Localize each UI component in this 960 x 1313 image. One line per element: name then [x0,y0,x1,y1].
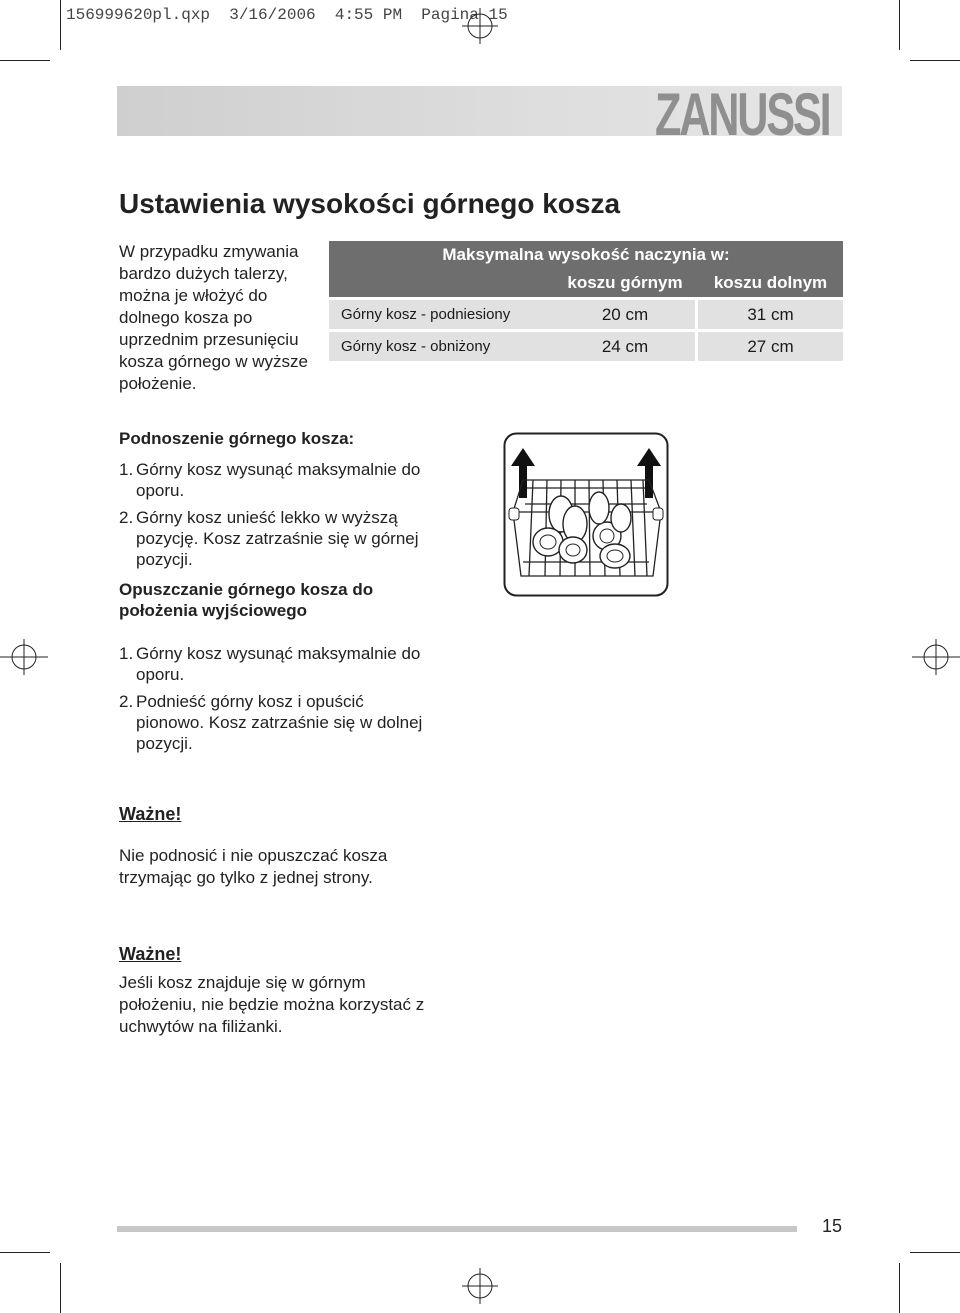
brand-logo: ZANUSSI [655,81,830,148]
list-item: 1. Górny kosz wysunąć maksymalnie do oporu. [119,644,421,684]
table-caption: Maksymalna wysokość naczynia w: [329,241,843,269]
registration-mark-icon [0,639,48,675]
warning-text: Jeśli kosz znajduje się w górnym położeniu, nie będzie można korzystać z uchwytów na filiżanki. [119,973,425,1036]
warning-text: Nie podnosić i nie opuszczać kosza trzymając go tylko z jednej strony. [119,846,388,887]
row-value-upper: 20 cm [555,299,695,331]
print-header: 156999620pl.qxp 3/16/2006 4:55 PM Pagina 15 [66,6,508,24]
dishwasher-basket-illustration [503,432,669,597]
row-value-lower: 27 cm [698,331,843,362]
page-number: 15 [822,1216,843,1236]
registration-mark-icon [912,639,960,675]
raising-heading: Podnoszenie górnego kosza: [119,429,355,448]
height-table [329,241,843,361]
intro-text: W przypadku zmywania bardzo dużych talerzy, można je włożyć do dolnego kosza po uprzednim przesunięciu kosza górnego w wyższe położenie. [119,242,308,393]
warning-heading: Ważne! [119,944,182,964]
column-header-upper: koszu górnym [555,269,695,299]
row-value-lower: 31 cm [698,299,843,331]
row-value-upper: 24 cm [555,331,695,362]
registration-mark-icon [462,8,498,44]
table-row [329,299,843,331]
table-row [329,331,843,362]
list-item: 1. Górny kosz wysunąć maksymalnie do oporu. [119,460,421,500]
footer-bar [117,1226,797,1232]
registration-mark-icon [462,1268,498,1304]
page-title: Ustawienia wysokości górnego kosza [119,188,621,219]
row-label: Górny kosz - podniesiony [329,299,555,331]
list-item: 2. Górny kosz unieść lekko w wyższą pozycję. Kosz zatrzaśnie się w górnej pozycji. [119,508,419,569]
column-header-lower: koszu dolnym [698,269,843,299]
list-item: 2. Podnieść górny kosz i opuścić pionowo. Kosz zatrzaśnie się w dolnej pozycji. [119,692,423,753]
lowering-heading: Opuszczanie górnego kosza do [119,580,374,599]
lowering-heading: położenia wyjściowego [119,601,307,620]
warning-heading: Ważne! [119,804,182,824]
row-label: Górny kosz - obniżony [329,331,555,362]
